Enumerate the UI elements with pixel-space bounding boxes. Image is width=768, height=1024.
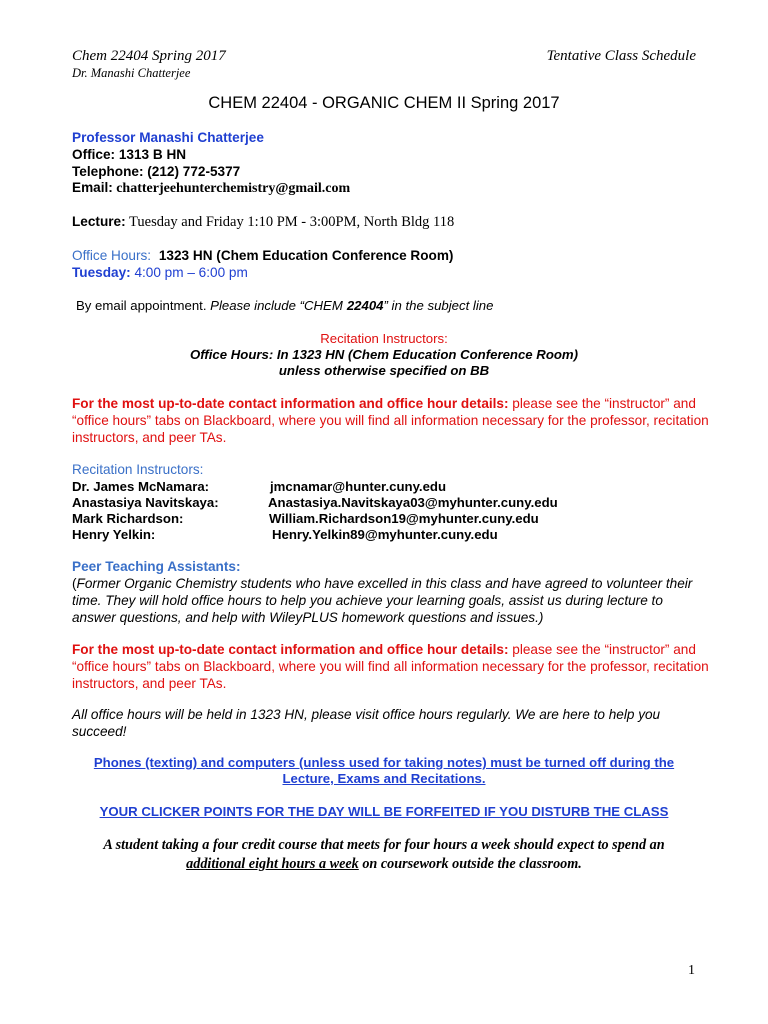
- office-hours-label: Office Hours:: [72, 248, 152, 263]
- appointment-note-code: 22404: [346, 298, 384, 313]
- appointment-text: By email appointment.: [76, 298, 207, 313]
- study-note-rest: on coursework outside the classroom.: [362, 856, 582, 872]
- peer-tas-open-paren: (: [72, 576, 77, 591]
- instructor-name: Anastasiya Navitskaya:: [72, 495, 219, 510]
- instructors-heading: Recitation Instructors:: [72, 462, 204, 477]
- recitation-office-hours-line2: unless otherwise specified on BB: [278, 363, 490, 378]
- phones-notice-line2: Lecture, Exams and Recitations.: [282, 771, 486, 786]
- peer-tas-heading: Peer Teaching Assistants:: [72, 559, 241, 574]
- header-instructor: Dr. Manashi Chatterjee: [72, 66, 191, 80]
- contact-notice-rest: please see the “instructor” and “office hours” tabs on Blackboard, where you will find all information necessary for the professor, recitation instructors, and peer TAs.: [72, 396, 709, 445]
- email-label: Email:: [72, 180, 113, 195]
- study-note-line2: [0, 856, 768, 873]
- clicker-notice: YOUR CLICKER POINTS FOR THE DAY WILL BE FORFEITED IF YOU DISTURB THE CLASS: [99, 804, 669, 819]
- office-hours-time: 4:00 pm – 6:00 pm: [134, 265, 248, 280]
- peer-tas-text: Former Organic Chemistry students who have excelled in this class and have agreed to volunteer their time. They will hold office hours to help you achieve your learning goals, assist us during lecture to answer questions, and help with WileyPLUS homework questions and issues.): [72, 576, 693, 625]
- recitation-office-hours-line1: Office Hours: In 1323 HN (Chem Education Conference Room): [189, 347, 579, 362]
- instructor-name: Henry Yelkin:: [72, 527, 156, 542]
- appointment-note-pre: Please include “CHEM: [210, 298, 343, 313]
- page-title: CHEM 22404 - ORGANIC CHEM II Spring 2017: [208, 94, 560, 112]
- header-schedule-label: Tentative Class Schedule: [546, 48, 696, 64]
- contact-notice-repeat: [72, 641, 712, 692]
- office-hours-time-line: [72, 265, 248, 280]
- appointment-line: [76, 298, 493, 313]
- instructor-name: Mark Richardson:: [72, 511, 184, 526]
- header-course-term: Chem 22404 Spring 2017: [72, 48, 226, 64]
- professor-email[interactable]: chatterjeehunterchemistry@gmail.com: [116, 181, 351, 196]
- peer-tas-description: [72, 575, 708, 626]
- lecture-details: Tuesday and Friday 1:10 PM - 3:00PM, North Bldg 118: [129, 214, 455, 230]
- professor-telephone: Telephone: (212) 772-5377: [72, 164, 241, 179]
- contact-notice-bold: For the most up-to-date contact information and office hour details:: [72, 396, 509, 411]
- instructor-name: Dr. James McNamara:: [72, 479, 210, 494]
- professor-name: Professor Manashi Chatterjee: [72, 130, 264, 145]
- phones-notice-line1: Phones (texting) and computers (unless used for taking notes) must be turned off during the: [93, 755, 675, 770]
- study-note-emphasis: additional eight hours a week: [186, 856, 359, 872]
- office-hours-location: 1323 HN (Chem Education Conference Room): [158, 248, 454, 263]
- contact-notice: [72, 395, 712, 446]
- instructor-email[interactable]: William.Richardson19@myhunter.cuny.edu: [269, 511, 539, 526]
- study-note-line1: A student taking a four credit course that meets for four hours a week should expect to spend an: [103, 837, 665, 853]
- office-hours-day: Tuesday:: [72, 265, 131, 280]
- recitation-heading: Recitation Instructors:: [320, 331, 448, 346]
- page-number: 1: [688, 963, 695, 978]
- instructor-email[interactable]: jmcnamar@hunter.cuny.edu: [270, 479, 447, 494]
- professor-email-line: [72, 180, 350, 197]
- lecture-line: [72, 214, 454, 231]
- contact-notice-bold: For the most up-to-date contact information and office hour details:: [72, 642, 509, 657]
- office-hours-note: All office hours will be held in 1323 HN, please visit office hours regularly. We are here to help you succeed!: [72, 707, 661, 739]
- lecture-label: Lecture:: [72, 214, 126, 229]
- contact-notice-rest: please see the “instructor” and “office hours” tabs on Blackboard, where you will find all information necessary for the professor, recitation instructors, and peer TAs.: [72, 642, 709, 691]
- appointment-note-post: ” in the subject line: [383, 298, 494, 313]
- instructor-email[interactable]: Henry.Yelkin89@myhunter.cuny.edu: [272, 527, 498, 542]
- professor-office: Office: 1313 B HN: [72, 147, 187, 162]
- instructor-email[interactable]: Anastasiya.Navitskaya03@myhunter.cuny.edu: [268, 495, 558, 510]
- office-hours-line: [72, 248, 453, 263]
